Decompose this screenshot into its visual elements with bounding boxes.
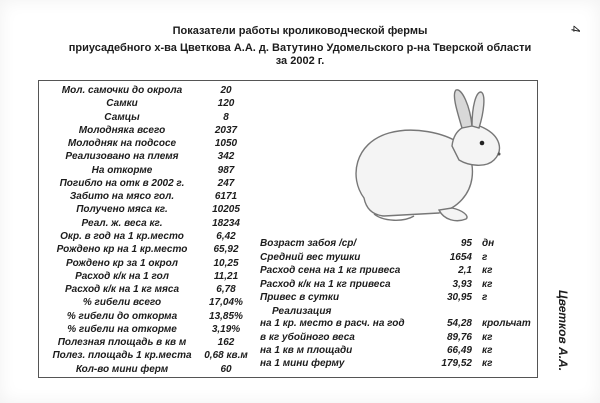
left-row-value: 2037: [214, 124, 238, 136]
right-row-unit: г: [482, 252, 488, 263]
left-row-label: Мол. самочки до окрола: [61, 85, 183, 96]
right-row-label: в кг убойного веса: [260, 332, 355, 343]
left-row-value: 1050: [214, 138, 238, 150]
title-line-2: приусадебного х-ва Цветкова А.А. д. Ватутино Удомельского р-на Тверской области: [68, 42, 532, 54]
left-row-value: 17,04%: [209, 297, 243, 309]
left-row-value: 6171: [214, 191, 238, 203]
right-row-unit: кг: [482, 358, 493, 369]
left-row-value: 60: [220, 363, 232, 375]
right-row-value: 54,28: [446, 318, 472, 329]
right-row-unit: крольчат: [482, 318, 531, 329]
left-row-value: 6,78: [216, 284, 236, 296]
left-row-label: Молодняк на подсосе: [67, 138, 177, 150]
left-row-value: 11,21: [213, 270, 239, 282]
left-row-value: 20: [220, 85, 232, 96]
right-row-label: Привес в сутки: [260, 292, 340, 303]
left-row-label: Забито на мясо гол.: [69, 191, 175, 203]
left-row-value: 162: [217, 337, 235, 349]
left-row-value: 342: [217, 151, 235, 163]
left-row-label: На откорме: [91, 164, 153, 176]
right-row-label: Возраст забоя /ср/: [260, 238, 357, 249]
left-row-label: Полезная площадь в кв м: [57, 337, 187, 349]
right-row-value: 3,93: [452, 279, 472, 290]
left-row-value: 10,25: [213, 257, 239, 269]
left-row-label: Рождено кр на 1 кр.место: [56, 244, 188, 256]
right-row-value: 2,1: [458, 265, 472, 276]
title-line-3: за 2002 г.: [275, 55, 325, 67]
right-row-label: на 1 мини ферму: [260, 358, 345, 369]
left-row-label: Окр. в год на 1 кр.место: [60, 230, 184, 242]
right-row-unit: дн: [482, 238, 495, 249]
left-row-value: 8: [223, 111, 229, 123]
right-row-unit: кг: [482, 332, 493, 343]
left-row-label: Кол-во мини ферм: [75, 363, 169, 375]
right-row-unit: кг: [482, 265, 493, 276]
left-row-label: Рождено кр за 1 окрол: [66, 257, 178, 269]
side-author: Цветков А.А.: [556, 290, 570, 372]
title-line-1: Показатели работы кролиководческой фермы: [172, 25, 428, 37]
left-row-label: Самцы: [104, 111, 140, 123]
right-row-value: 179,52: [441, 358, 472, 369]
left-row-label: Погибло на отк в 2002 г.: [59, 177, 185, 189]
left-row-label: % гибели на откорме: [67, 323, 177, 335]
right-row-label: Расход к/к на 1 кг привеса: [260, 279, 391, 290]
left-row-value: 10205: [212, 204, 240, 216]
right-row-value: 30,95: [446, 292, 472, 303]
left-row-value: 120: [217, 98, 235, 110]
left-row-label: Расход к/к на 1 гол: [75, 270, 169, 282]
right-row-value: 66,49: [446, 345, 472, 356]
right-row-unit: кг: [482, 279, 493, 290]
left-row-value: 247: [217, 177, 235, 189]
left-row-label: Самки: [106, 98, 138, 110]
right-row-unit: кг: [482, 345, 493, 356]
right-row-value: 1654: [449, 252, 472, 263]
left-row-label: Реал. ж. веса кг.: [81, 217, 163, 229]
right-row-label: Средний вес тушки: [260, 252, 361, 263]
left-row-label: Полез. площадь 1 кр.места: [52, 350, 192, 362]
left-row-value: 987: [217, 164, 235, 176]
page-number: 4: [568, 25, 583, 33]
left-row-value: 6,42: [216, 230, 236, 242]
left-row-value: 3,19%: [211, 323, 241, 335]
rabbit-illustration: [344, 88, 514, 228]
left-row-label: Расход к/к на 1 кг мяса: [64, 284, 180, 296]
right-row-value: 95: [460, 238, 472, 249]
right-row-label: на 1 кр. место в расч. на год: [260, 318, 405, 329]
right-row-label: Расход сена на 1 кг привеса: [260, 265, 401, 276]
right-row-label: Реализация: [272, 306, 332, 317]
left-row-value: 0,68 кв.м: [204, 350, 248, 362]
left-row-value: 13,85%: [209, 310, 243, 322]
right-row-unit: г: [482, 292, 488, 303]
right-row-label: на 1 кв м площади: [260, 345, 353, 356]
right-row-value: 89,76: [446, 332, 472, 343]
left-row-label: Получено мяса кг.: [76, 204, 168, 216]
left-row-label: Молодняка всего: [78, 124, 166, 136]
left-row-label: % гибели всего: [82, 297, 162, 309]
left-row-label: Реализовано на племя: [65, 151, 179, 163]
left-row-label: % гибели до откорма: [66, 310, 178, 322]
left-row-value: 65,92: [213, 244, 239, 256]
left-row-value: 18234: [212, 217, 240, 229]
